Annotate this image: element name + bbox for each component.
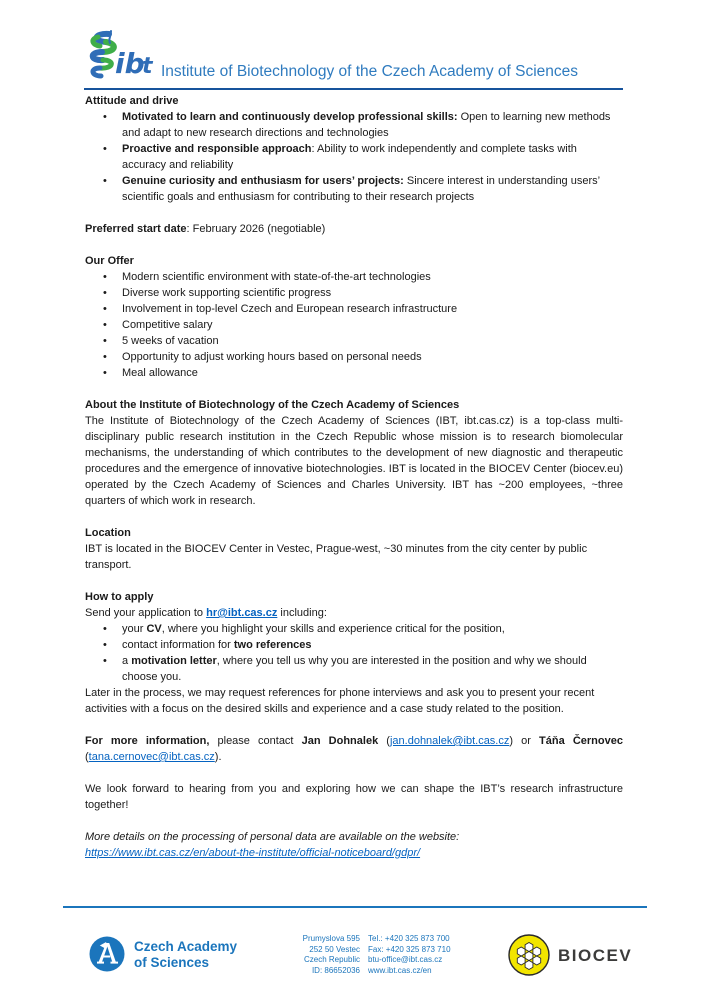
biocev-name: BIOCEV	[558, 946, 633, 965]
address-line: ID: 86652036	[311, 965, 360, 975]
office-email: btu-office@ibt.cas.cz	[368, 955, 443, 964]
attitude-bullet: • Motivated to learn and continuously develop professional skills: Open to learning new methods and adapt to new research directions and technologies	[102, 109, 623, 141]
svg-text:t: t	[142, 54, 153, 79]
apply-bullet: • your CV, where you highlight your skills and experience critical for the position,	[102, 621, 623, 637]
footer-address	[278, 934, 360, 976]
apply-list	[85, 621, 623, 685]
offer-bullet: • Opportunity to adjust working hours based on personal needs	[102, 349, 623, 365]
svg-text:ib: ib	[115, 47, 145, 80]
about-heading: About the Institute of Biotechnology of the Czech Academy of Sciences	[85, 399, 460, 411]
gdpr-link[interactable]: https://www.ibt.cas.cz/en/about-the-institute/official-noticeboard/gdpr/	[85, 847, 421, 859]
apply-later-paragraph: Later in the process, we may request references for phone interviews and ask you to present your recent activities with a focus on the desired skills and experience and a case study related to the position.	[85, 687, 595, 715]
start-date-line: Preferred start date: February 2026 (negotiable)	[85, 223, 326, 235]
about-paragraph: The Institute of Biotechnology of the Czech Academy of Sciences (IBT, ibt.cas.cz) is a top-class multi-disciplinary public research institution in the Czech Republic whose mission is to research biomolecular mechanisms, the understanding of which contributes to the development of new diagnostic and therapeutic procedures and the emergence of innovative biotechnologies. IBT is located in the BIOCEV Center (biocev.eu) operated by the Czech Academy of Sciences and Charles University. IBT has ~200 employees, ~three quarters of which work in research.	[85, 415, 623, 507]
attitude-heading: Attitude and drive	[85, 95, 179, 107]
offer-heading: Our Offer	[85, 255, 134, 267]
org-title: Institute of Biotechnology of the Czech Academy of Sciences	[161, 63, 579, 80]
cas-name: Czech Academy of Sciences	[134, 939, 238, 970]
fax-line: Fax: +420 325 873 710	[368, 944, 451, 954]
offer-list	[85, 269, 623, 381]
more-info-paragraph: For more information, please contact Jan Dohnalek (jan.dohnalek@ibt.cas.cz) or Táňa Černovec (tana.cernovec@ibt.cas.cz).	[85, 735, 623, 763]
closing-paragraph: We look forward to hearing from you and exploring how we can shape the IBT’s research infrastructure together!	[85, 783, 623, 811]
attitude-bullet: • Genuine curiosity and enthusiasm for users’ projects: Sincere interest in understanding users’ scientific goals and enthusiasm for contributing to their research projects	[102, 173, 623, 205]
tana-cernovec-email-link[interactable]: tana.cernovec@ibt.cas.cz	[88, 751, 215, 763]
address-line: Czech Republic	[303, 955, 360, 964]
gdpr-note: More details on the processing of personal data are available on the website:	[85, 831, 460, 843]
document-footer	[0, 928, 707, 988]
offer-bullet: • 5 weeks of vacation	[102, 333, 623, 349]
footer-contact	[368, 934, 451, 976]
jan-dohnalek-email-link[interactable]: jan.dohnalek@ibt.cas.cz	[389, 735, 510, 747]
offer-bullet: • Involvement in top-level Czech and European research infrastructure	[102, 301, 623, 317]
address-line: Prumyslova 595	[302, 934, 360, 943]
website-line: www.ibt.cas.cz/en	[368, 965, 432, 975]
cas-logo-icon	[89, 936, 125, 974]
gdpr-link-line	[85, 845, 623, 861]
apply-bullet: • a motivation letter, where you tell us why you are interested in the position and why we should choose you.	[102, 653, 623, 685]
apply-heading: How to apply	[85, 591, 154, 603]
location-paragraph: IBT is located in the BIOCEV Center in Vestec, Prague-west, ~30 minutes from the city center by public transport.	[85, 543, 588, 571]
attitude-list	[85, 109, 623, 205]
offer-bullet: • Competitive salary	[102, 317, 623, 333]
offer-bullet: • Diverse work supporting scientific progress	[102, 285, 623, 301]
hr-email-link[interactable]: hr@ibt.cas.cz	[206, 607, 278, 619]
location-heading: Location	[85, 527, 131, 539]
phone-line: Tel.: +420 325 873 700	[368, 934, 450, 943]
offer-bullet: • Modern scientific environment with state-of-the-art technologies	[102, 269, 623, 285]
footer-divider	[63, 906, 647, 908]
apply-intro: Send your application to hr@ibt.cas.cz including:	[85, 607, 327, 619]
cas-logo-block	[89, 936, 237, 974]
ibt-logo-icon	[84, 29, 158, 88]
offer-bullet: • Meal allowance	[102, 365, 623, 381]
document-body	[85, 93, 623, 861]
apply-bullet: • contact information for two references	[102, 637, 623, 653]
address-line: 252 50 Vestec	[309, 944, 360, 954]
biocev-logo-icon	[508, 934, 550, 978]
attitude-bullet: • Proactive and responsible approach: Ability to work independently and complete tasks with accuracy and reliability	[102, 141, 623, 173]
document-header	[84, 28, 623, 90]
biocev-logo-block	[508, 934, 632, 978]
